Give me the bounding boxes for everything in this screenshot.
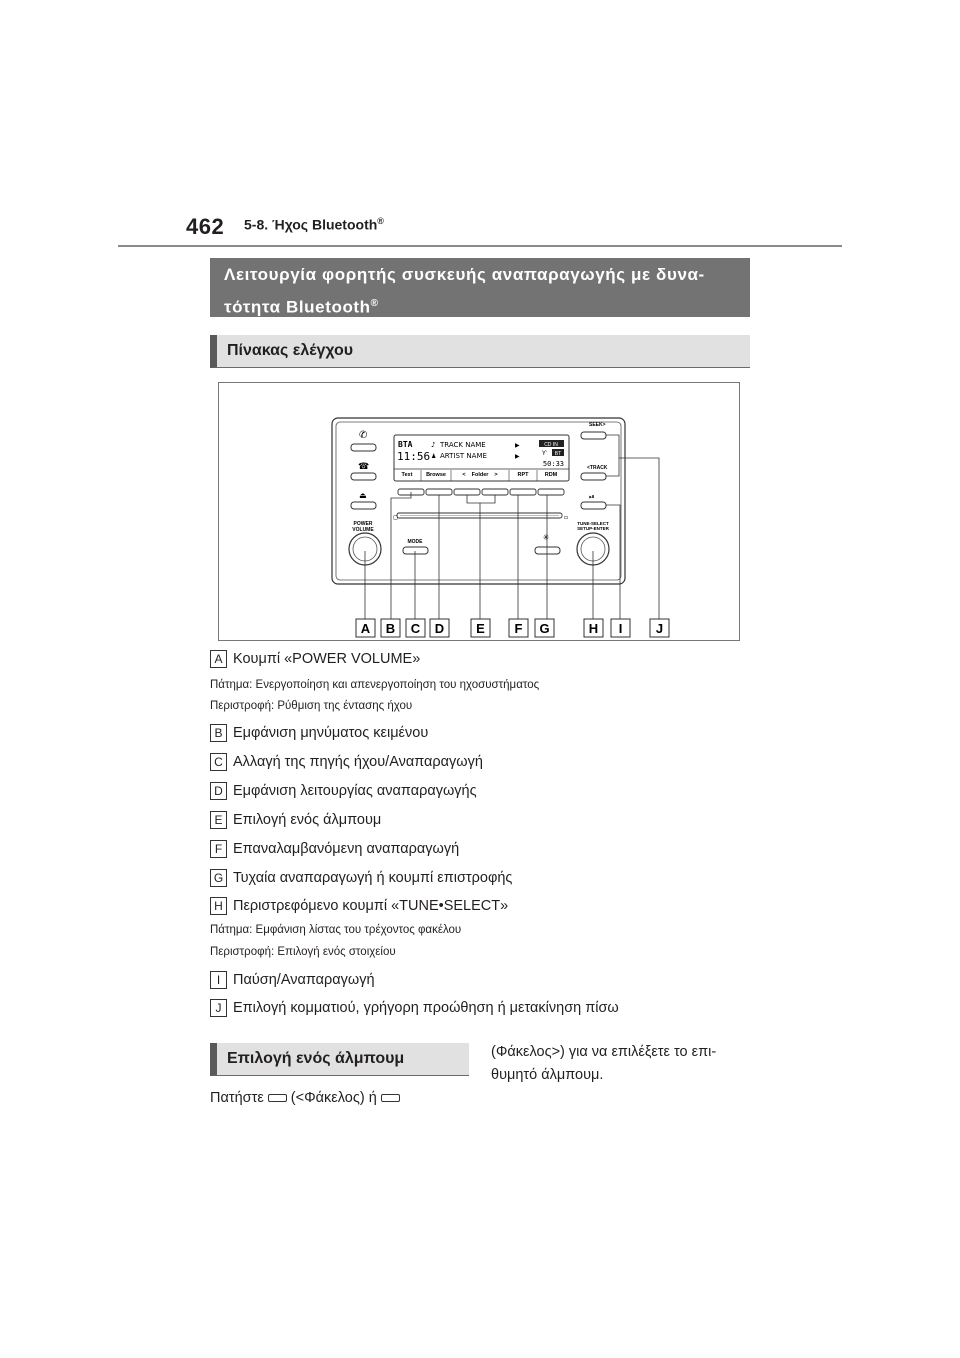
item-g: G Τυχαία αναπαραγωγή ή κουμπί επιστροφής	[210, 869, 512, 887]
svg-text:C: C	[410, 621, 421, 636]
item-i: I Παύση/Αναπαραγωγή	[210, 971, 375, 989]
chapter-title-line1: Λειτουργία φορητής συσκευής αναπαραγωγής με δυνα-	[224, 265, 705, 284]
phone-button	[351, 444, 376, 451]
control-panel-diagram	[219, 383, 741, 642]
softkey-folder: Folder	[471, 472, 489, 478]
note-icon: ♪	[431, 441, 436, 449]
item-f: F Επαναλαμβανόμενη αναπαραγωγή	[210, 840, 459, 858]
letter-badge: J	[210, 999, 227, 1017]
setup-icon: ✳	[542, 533, 550, 542]
album-instruction-left: Πατήστε (<Φάκελος) ή	[210, 1087, 404, 1110]
rpt-button	[510, 489, 536, 495]
item-h: H Περιστρεφόμενο κουμπί «TUNE•SELECT»	[210, 897, 508, 915]
mode-button	[403, 547, 428, 554]
album-instruction-right: (Φάκελος>) για να επιλέξετε το επι- θυμητό άλμπουμ.	[491, 1044, 717, 1083]
svg-text:F: F	[514, 621, 523, 636]
svg-text:G: G	[539, 621, 550, 636]
softkey-rdm: RDM	[544, 472, 558, 478]
control-panel-figure	[218, 382, 740, 641]
seek-label: SEEK>	[589, 422, 606, 428]
letter-badge: F	[210, 840, 227, 858]
tune-label-1: TUNE-SELECT	[577, 521, 609, 526]
disc-icon: ◻	[393, 514, 398, 521]
svg-text:BT: BT	[554, 451, 562, 457]
letter-badge: I	[210, 971, 227, 989]
svg-text:J: J	[655, 621, 664, 636]
svg-text:B: B	[385, 621, 396, 636]
softkey-browse: Browse	[426, 472, 446, 478]
power-label-2: VOLUME	[352, 527, 374, 533]
note-h-press: Πάτημα: Εμφάνιση λίστας του τρέχοντος φακέλου	[210, 924, 462, 936]
softkey-text: Text	[401, 472, 413, 478]
phone-icon: ✆	[359, 430, 368, 441]
svg-text:CD IN: CD IN	[544, 442, 558, 448]
letter-badge: G	[210, 869, 227, 887]
play-pause-icon: ⏯	[589, 493, 595, 501]
eject-icon: ⏏	[359, 491, 367, 500]
seek-button	[581, 432, 606, 439]
rdm-button	[538, 489, 564, 495]
svg-text:I: I	[618, 621, 623, 636]
back-button	[535, 547, 560, 554]
eject-button	[351, 502, 376, 509]
display-track: TRACK NAME	[440, 441, 486, 449]
tune-label-2: SETUP-ENTER	[577, 526, 609, 531]
person-icon: ♟	[431, 453, 437, 460]
letter-badge: B	[210, 724, 227, 742]
registered-mark: ®	[377, 216, 384, 226]
note-a-rotate: Περιστροφή: Ρύθμιση της έντασης ήχου	[210, 700, 413, 712]
chapter-title-bar	[210, 258, 750, 317]
display-artist: ARTIST NAME	[440, 452, 487, 460]
item-e: E Επιλογή ενός άλμπουμ	[210, 811, 381, 829]
folder-next-button	[482, 489, 508, 495]
power-label-1: POWER	[353, 521, 373, 527]
header-rule	[118, 245, 842, 247]
item-j: J Επιλογή κομματιού, γρήγορη προώθηση ή μετακίνηση πίσω	[210, 999, 619, 1017]
signal-icon: Ƴ	[542, 450, 547, 457]
item-c: C Αλλαγή της πηγής ήχου/Αναπαραγωγή	[210, 753, 483, 771]
button-icon	[268, 1094, 287, 1102]
svg-text:D: D	[434, 621, 445, 636]
note-h-rotate: Περιστροφή: Επιλογή ενός στοιχείου	[210, 946, 396, 958]
track-arrow-icon: ▶	[515, 442, 520, 449]
letter-badge: H	[210, 897, 227, 915]
letter-badge: E	[210, 811, 227, 829]
chapter-title-line2: τότητα Bluetooth®	[224, 297, 379, 317]
item-a: A Κουμπί «POWER VOLUME»	[210, 650, 420, 668]
artist-arrow-icon: ▶	[515, 453, 520, 460]
svg-text:H: H	[588, 621, 599, 636]
svg-text:▫: ▫	[564, 514, 569, 521]
page-number: 462	[186, 214, 225, 239]
letter-badge: D	[210, 782, 227, 800]
item-b: B Εμφάνιση μηνύματος κειμένου	[210, 724, 428, 742]
track-label: <TRACK	[587, 465, 608, 471]
button-icon	[381, 1094, 400, 1102]
softkey-rpt: RPT	[517, 472, 529, 478]
softkey-prev: <	[462, 472, 466, 478]
section-title: 5-8. Ήχος Bluetooth®	[244, 216, 384, 233]
mode-label: MODE	[407, 539, 423, 545]
letter-badge: A	[210, 650, 227, 668]
svg-text:E: E	[476, 621, 485, 636]
track-button	[581, 473, 606, 480]
play-pause-button	[581, 502, 606, 509]
softkey-next: >	[494, 472, 498, 478]
letter-badge: C	[210, 753, 227, 771]
display-elapsed: 50:33	[542, 460, 564, 468]
display-time: 11:56	[397, 450, 431, 463]
hangup-icon: ☎	[358, 462, 370, 472]
note-a-press: Πάτημα: Ενεργοποίηση και απενεργοποίηση του ηχοσυστήματος	[210, 679, 540, 691]
browse-button	[426, 489, 452, 495]
hangup-button	[351, 473, 376, 480]
folder-prev-button	[454, 489, 480, 495]
subheading-select-album: Επιλογή ενός άλμπουμ	[210, 1043, 469, 1076]
svg-text:A: A	[360, 621, 371, 636]
item-d: D Εμφάνιση λειτουργίας αναπαραγωγής	[210, 782, 477, 800]
subheading-control-panel: Πίνακας ελέγχου	[210, 335, 750, 368]
display-source: BTA	[398, 440, 413, 449]
